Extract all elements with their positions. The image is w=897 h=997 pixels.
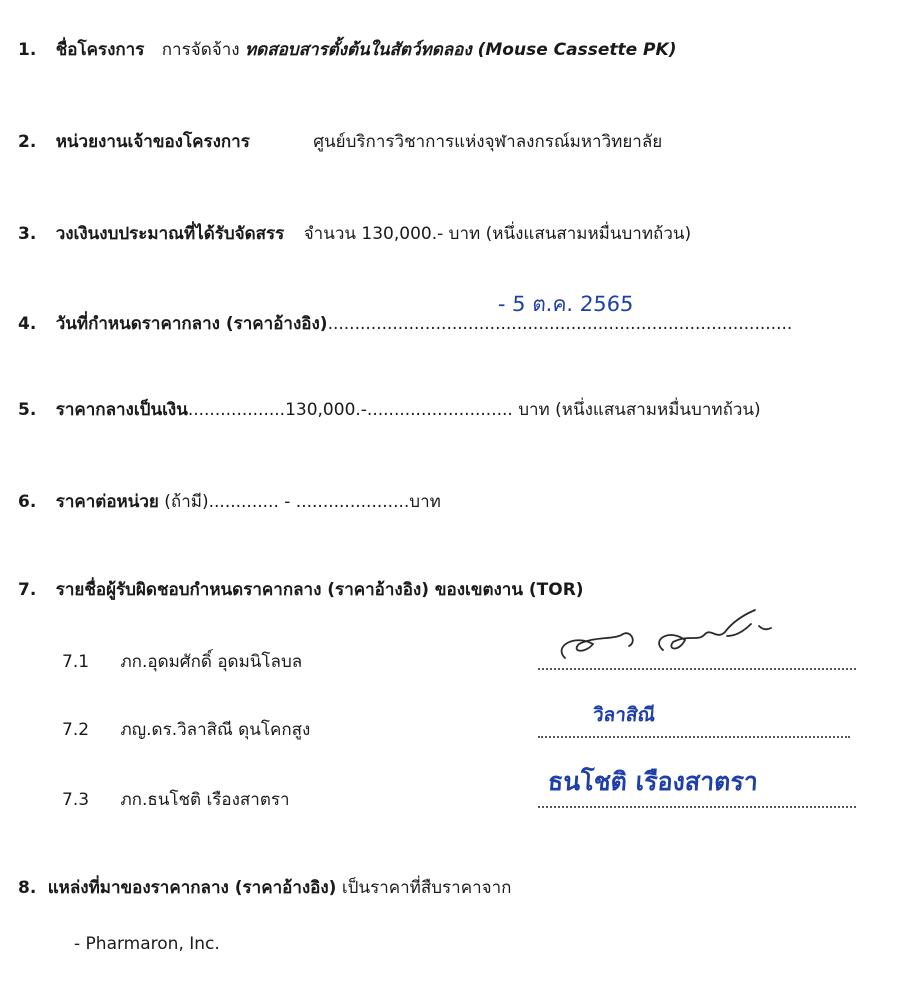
item-text: ศูนย์บริการวิชาการแห่งจุฬาลงกรณ์มหาวิทยาลัย [313, 132, 663, 152]
item-number: 6. [18, 492, 37, 512]
item-label: ราคากลางเป็นเงิน [55, 400, 188, 420]
item-3 [18, 222, 691, 246]
item-7 [18, 578, 584, 602]
responsible-3 [62, 788, 290, 812]
item-number: 4. [18, 314, 37, 334]
item-text: จำนวน 130,000.- บาท (หนึ่งแสนสามหมื่นบาทถ้วน) [303, 224, 692, 244]
fill-dots: ...................................................................................... [327, 314, 793, 334]
item-label: วันที่กำหนดราคากลาง (ราคาอ้างอิง) [55, 314, 328, 334]
item-number: 8. [18, 878, 37, 898]
handwritten-date: - 5 ต.ค. 2565 [497, 292, 635, 316]
item-number: 7. [18, 580, 37, 600]
item-label: หน่วยงานเจ้าของโครงการ [55, 132, 250, 152]
item-number: 2. [18, 132, 37, 152]
sub-number: 7.3 [62, 790, 90, 810]
sub-number: 7.1 [62, 652, 90, 672]
item-number: 1. [18, 40, 37, 60]
item-5 [18, 398, 761, 422]
item-6 [18, 490, 441, 514]
item-label: แหล่งที่มาของราคากลาง (ราคาอ้างอิง) [47, 878, 337, 898]
person-name: ภก.อุดมศักดิ์ อุดมนิโลบล [120, 652, 303, 672]
source-entry: - Pharmaron, Inc. [74, 934, 220, 954]
item-label: วงเงินงบประมาณที่ได้รับจัดสรร [55, 224, 285, 244]
item-8 [18, 876, 511, 900]
item-2 [18, 130, 662, 154]
responsible-2 [62, 718, 310, 742]
project-title: ทดสอบสารตั้งต้นในสัตว์ทดลอง (Mouse Cassette PK) [244, 40, 677, 60]
item-number: 5. [18, 400, 37, 420]
person-name: ภก.ธนโชติ เรืองสาตรา [120, 790, 290, 810]
sub-number: 7.2 [62, 720, 90, 740]
signature-line [538, 736, 850, 738]
responsible-1 [62, 650, 302, 674]
item-text: (ถ้ามี)............. - .....................บาท [164, 492, 441, 512]
signature-1 [545, 606, 785, 666]
signature-line [538, 806, 856, 808]
item-label: ชื่อโครงการ [55, 40, 145, 60]
item-text: ..................130,000.-........................... บาท (หนึ่งแสนสามหมื่นบาทถ้วน) [187, 400, 761, 420]
item-text: เป็นราคาที่สืบราคาจาก [341, 878, 512, 898]
item-text: การจัดจ้าง [161, 40, 240, 60]
item-label: รายชื่อผู้รับผิดชอบกำหนดราคากลาง (ราคาอ้างอิง) ของเขตงาน (TOR) [55, 580, 584, 600]
item-1 [18, 38, 676, 62]
item-label: ราคาต่อหน่วย [55, 492, 159, 512]
person-name: ภญ.ดร.วิลาสิณี ดุนโคกสูง [120, 720, 311, 740]
item-4 [18, 312, 792, 336]
signature-2: วิลาสิณี [591, 704, 657, 726]
signature-line [538, 668, 856, 670]
item-number: 3. [18, 224, 37, 244]
signature-3: ธนโชติ เรืองสาตรา [547, 767, 759, 796]
